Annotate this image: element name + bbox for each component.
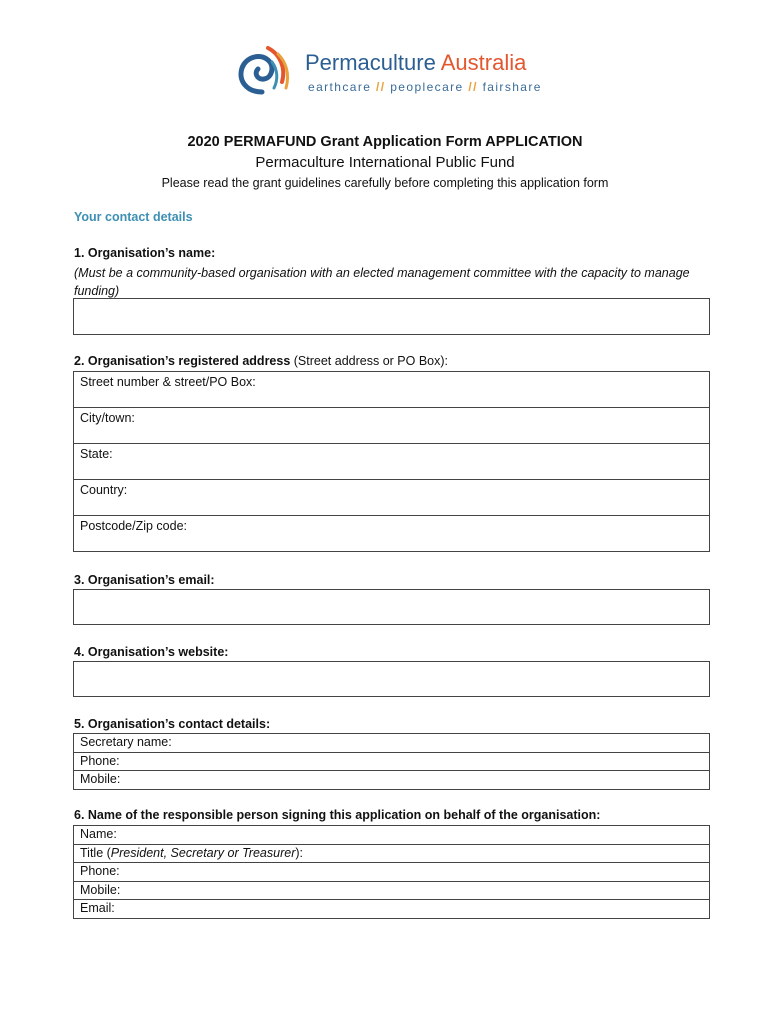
person-phone-field[interactable]: Phone:	[74, 863, 709, 882]
country-field[interactable]: Country:	[74, 480, 709, 516]
person-mobile-field[interactable]: Mobile:	[74, 882, 709, 901]
street-field[interactable]: Street number & street/PO Box:	[74, 372, 709, 408]
form-note: Please read the grant guidelines carefully before completing this application form	[161, 176, 609, 190]
postcode-field[interactable]: Postcode/Zip code:	[74, 516, 709, 552]
q1-hint: (Must be a community-based organisation with an elected management committee with the capacity to manage funding)	[74, 266, 690, 298]
secretary-name-field[interactable]: Secretary name:	[74, 734, 709, 753]
q2-label: 2. Organisation’s registered address (Street address or PO Box):	[74, 354, 448, 368]
responsible-person-table	[73, 825, 710, 919]
state-field[interactable]: State:	[74, 444, 709, 480]
phone-field[interactable]: Phone:	[74, 753, 709, 772]
section-heading-contact-details: Your contact details	[74, 210, 193, 224]
q4-label: 4. Organisation’s website:	[74, 645, 229, 659]
city-field[interactable]: City/town:	[74, 408, 709, 444]
address-table	[73, 371, 710, 552]
q3-label: 3. Organisation’s email:	[74, 573, 215, 587]
form-subtitle: Permaculture International Public Fund	[255, 154, 515, 171]
spiral-logo-icon	[228, 40, 298, 110]
mobile-field[interactable]: Mobile:	[74, 771, 709, 790]
q1-label: 1. Organisation’s name:	[74, 246, 216, 260]
person-name-field[interactable]: Name:	[74, 826, 709, 845]
organisation-email-field[interactable]	[73, 589, 710, 625]
organisation-name-field[interactable]	[73, 298, 710, 335]
logo-brand-text: Permaculture Australia	[305, 50, 527, 75]
logo-tagline: earthcare // peoplecare // fairshare	[308, 80, 542, 94]
contact-details-table	[73, 733, 710, 790]
person-email-field[interactable]: Email:	[74, 900, 709, 919]
form-title: 2020 PERMAFUND Grant Application Form APPLICATION	[187, 134, 583, 150]
permaculture-australia-logo	[228, 40, 548, 110]
q6-label: 6. Name of the responsible person signing this application on behalf of the organisation:	[74, 808, 601, 822]
q5-label: 5. Organisation’s contact details:	[74, 717, 271, 731]
organisation-website-field[interactable]	[73, 661, 710, 697]
person-title-field[interactable]: Title (President, Secretary or Treasurer):	[74, 845, 709, 864]
